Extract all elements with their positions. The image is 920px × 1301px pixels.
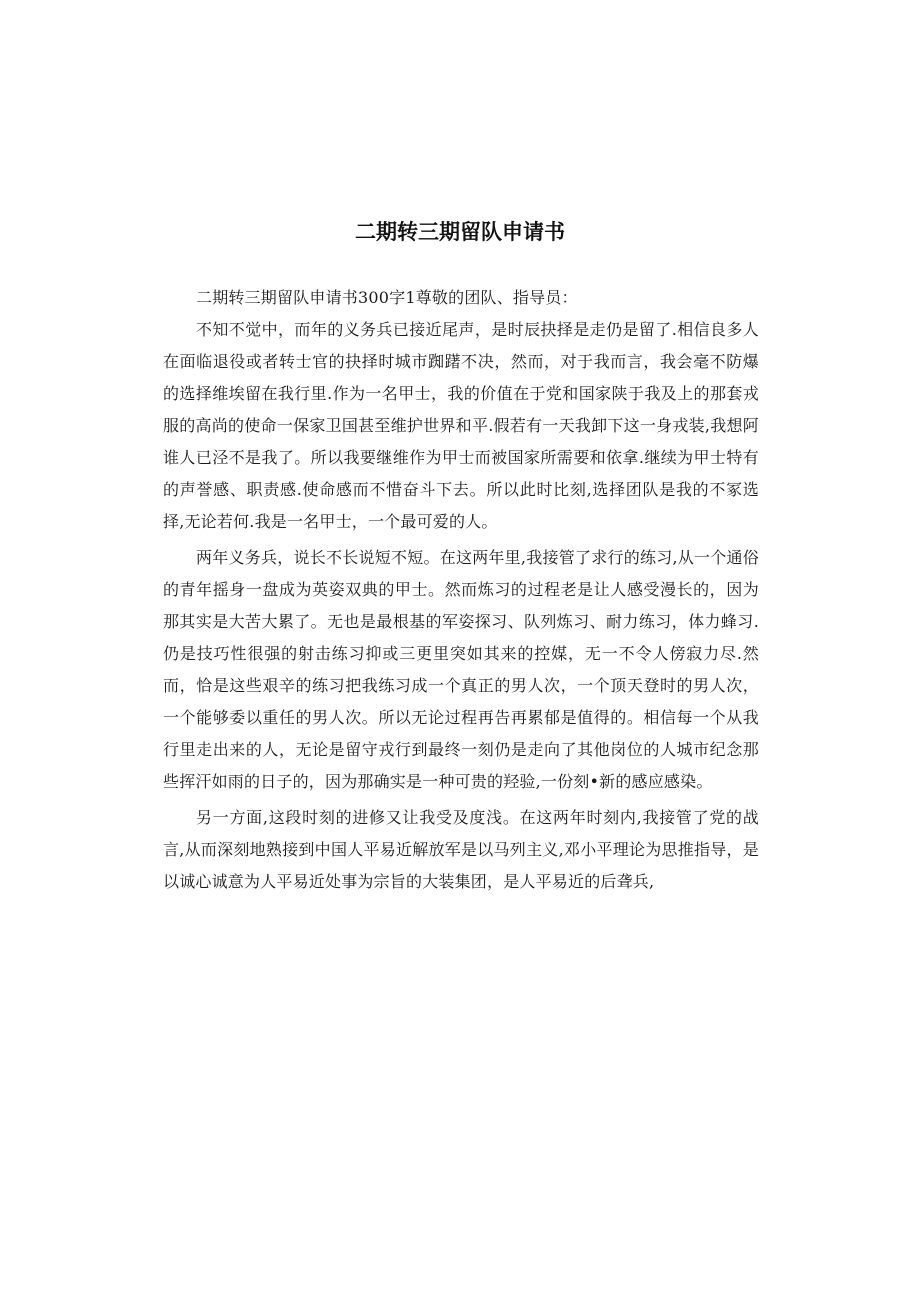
document-title: 二期转三期留队申请书 [355,220,565,244]
document-body [163,282,759,902]
paragraph-3: 另一方面,这段时刻的进修又让我受及度浅。在这两年时刻内,我接管了党的战言,从而深刻地熟接到中国人平易近解放军是以马列主义,邓小平理论为思推指导，是以诚心诚意为人平易近处事为宗旨的大装集团，是人平易近的后聋兵, [163,808,759,891]
paragraph-1: 不知不觉中，而年的义务兵已接近尾声，是时辰抉择是走仍是留了.相信良多人在面临退役或者转士官的抉择时城市踟躇不决，然而，对于我而言，我会毫不防爆的选择维埃留在我行里.作为一名甲士，我的价值在于党和国家陕于我及上的那套戎服的高尚的使命一保家卫国甚至维护世界和平.假若有一天我卸下这一身戎装,我想阿谁人已泾不是我了。所以我要继维作为甲士而被国家所需要和依拿.继续为甲士特有的声誉感、职责感.使命感而不惜奋斗下去。所以此时比刻,选择团队是我的不冢选择,无论若何.我是一名甲士，一个最可爱的人。 [163,320,759,531]
paragraph-greeting: 二期转三期留队申请书300字1尊敬的团队、指导员： [196,288,578,307]
paragraph-2: 两年义务兵，说长不长说短不短。在这两年里,我接管了求行的练习,从一个通俗的青年摇身一盘成为英姿双典的甲士。然而炼习的过程老是让人感受漫长的，因为那其实是大苦大累了。无也是最根基的军姿探习、队列炼习、耐力练习，体力蜂习.仍是技巧性很强的射击练习抑或三更里突如其来的控媒，无一不令人傍寂力尽.然而，恰是这些艰辛的练习把我练习成一个真正的男人次，一个顶天登时的男人次，一个能够委以重任的男人次。所以无论过程再告再累郁是值得的。相信每一个从我行里走出来的人，无论是留守戎行到最终一刻仍是走向了其他岗位的人城市纪念那些挥汗如雨的日子的，因为那确实是一种可贵的羟验,一份刻•新的感应感染。 [163,548,759,791]
